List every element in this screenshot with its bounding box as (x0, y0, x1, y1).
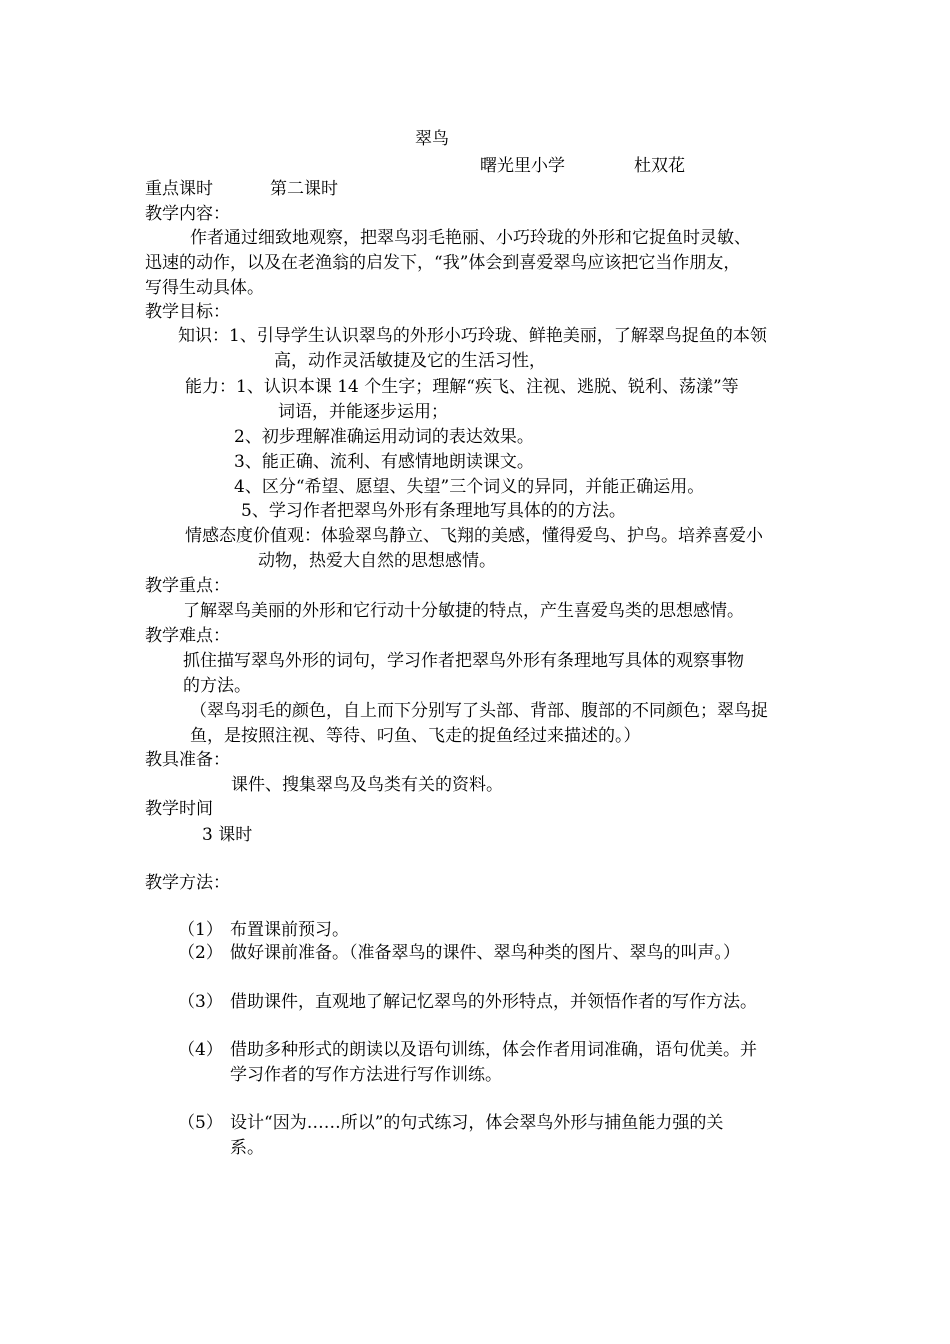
goals-heading: 教学目标： (145, 302, 230, 322)
goal-knowledge: 知识：1、引导学生认识翠鸟的外形小巧玲珑、鲜艳美丽，了解翠鸟捉鱼的本领 (178, 326, 767, 346)
method-item (178, 918, 349, 942)
goal-ability-3: 3、能正确、流利、有感情地朗读课文。 (234, 452, 534, 472)
goal-emotion: 情感态度价值观：体验翠鸟静立、飞翔的美感，懂得爱鸟、护鸟。培养喜爱小 (185, 526, 763, 546)
method-item (178, 1038, 757, 1062)
method-number: （1） (178, 920, 223, 940)
method-text: 布置课前预习。 (230, 920, 349, 940)
method-item (178, 941, 740, 965)
teacher-name: 杜双花 (634, 156, 685, 176)
goal-ability-4: 4、区分“希望、愿望、失望”三个词义的异同，并能正确运用。 (234, 477, 705, 497)
method-number: （3） (178, 992, 223, 1012)
method-text-cont: 学习作者的写作方法进行写作训练。 (230, 1065, 502, 1085)
goal-ability-2: 2、初步理解准确运用动词的表达效果。 (234, 427, 534, 447)
lesson-value: 第二课时 (270, 179, 338, 199)
method-item (178, 1111, 723, 1135)
method-number: （4） (178, 1040, 223, 1060)
difficulty-note: 鱼，是按照注视、等待、叼鱼、飞走的捉鱼经过来描述的。） (190, 726, 641, 746)
content-line: 作者通过细致地观察，把翠鸟羽毛艳丽、小巧玲珑的外形和它捉鱼时灵敏、 (190, 228, 751, 248)
tools-heading: 教具准备： (145, 750, 230, 770)
method-text: 做好课前准备。（准备翠鸟的课件、翠鸟种类的图片、翠鸟的叫声。） (230, 943, 740, 963)
difficulty-line: 抓住描写翠鸟外形的词句，学习作者把翠鸟外形有条理地写具体的观察事物 (183, 651, 744, 671)
method-text: 借助课件，直观地了解记忆翠鸟的外形特点，并领悟作者的写作方法。 (230, 992, 757, 1012)
difficulty-note: （翠鸟羽毛的颜色，自上而下分别写了头部、背部、腹部的不同颜色；翠鸟捉 (190, 701, 768, 721)
method-text: 设计“因为……所以”的句式练习，体会翠鸟外形与捕鱼能力强的关 (230, 1113, 724, 1133)
difficulty-heading: 教学难点： (145, 626, 230, 646)
goal-emotion-cont: 动物，热爱大自然的思想感情。 (258, 551, 496, 571)
time-text: 3 课时 (202, 825, 253, 845)
doc-title: 翠鸟 (415, 129, 449, 149)
method-text-cont: 系。 (230, 1138, 264, 1158)
key-heading: 教学重点： (145, 576, 230, 596)
goal-ability-1-cont: 词语，并能逐步运用； (278, 402, 448, 422)
key-text: 了解翠鸟美丽的外形和它行动十分敏捷的特点，产生喜爱鸟类的思想感情。 (183, 601, 744, 621)
goal-knowledge-cont: 高，动作灵活敏捷及它的生活习性， (274, 351, 546, 371)
school-name: 曙光里小学 (480, 156, 565, 176)
method-number: （5） (178, 1113, 223, 1133)
method-number: （2） (178, 943, 223, 963)
method-item (178, 990, 757, 1014)
tools-text: 课件、搜集翠鸟及鸟类有关的资料。 (231, 775, 503, 795)
difficulty-line: 的方法。 (183, 676, 251, 696)
content-line: 写得生动具体。 (145, 278, 264, 298)
goal-ability-1: 能力：1、认识本课 14 个生字；理解“疾飞、注视、逃脱、锐利、荡漾”等 (185, 377, 739, 397)
content-heading: 教学内容： (145, 204, 230, 224)
method-text: 借助多种形式的朗读以及语句训练，体会作者用词准确，语句优美。并 (230, 1040, 757, 1060)
lesson-label: 重点课时 (145, 179, 213, 199)
methods-heading: 教学方法： (145, 873, 230, 893)
time-heading: 教学时间 (145, 799, 213, 819)
goal-ability-5: 5、学习作者把翠鸟外形有条理地写具体的的方法。 (241, 501, 626, 521)
content-line: 迅速的动作，以及在老渔翁的启发下，“我”体会到喜爱翠鸟应该把它当作朋友， (145, 253, 741, 273)
